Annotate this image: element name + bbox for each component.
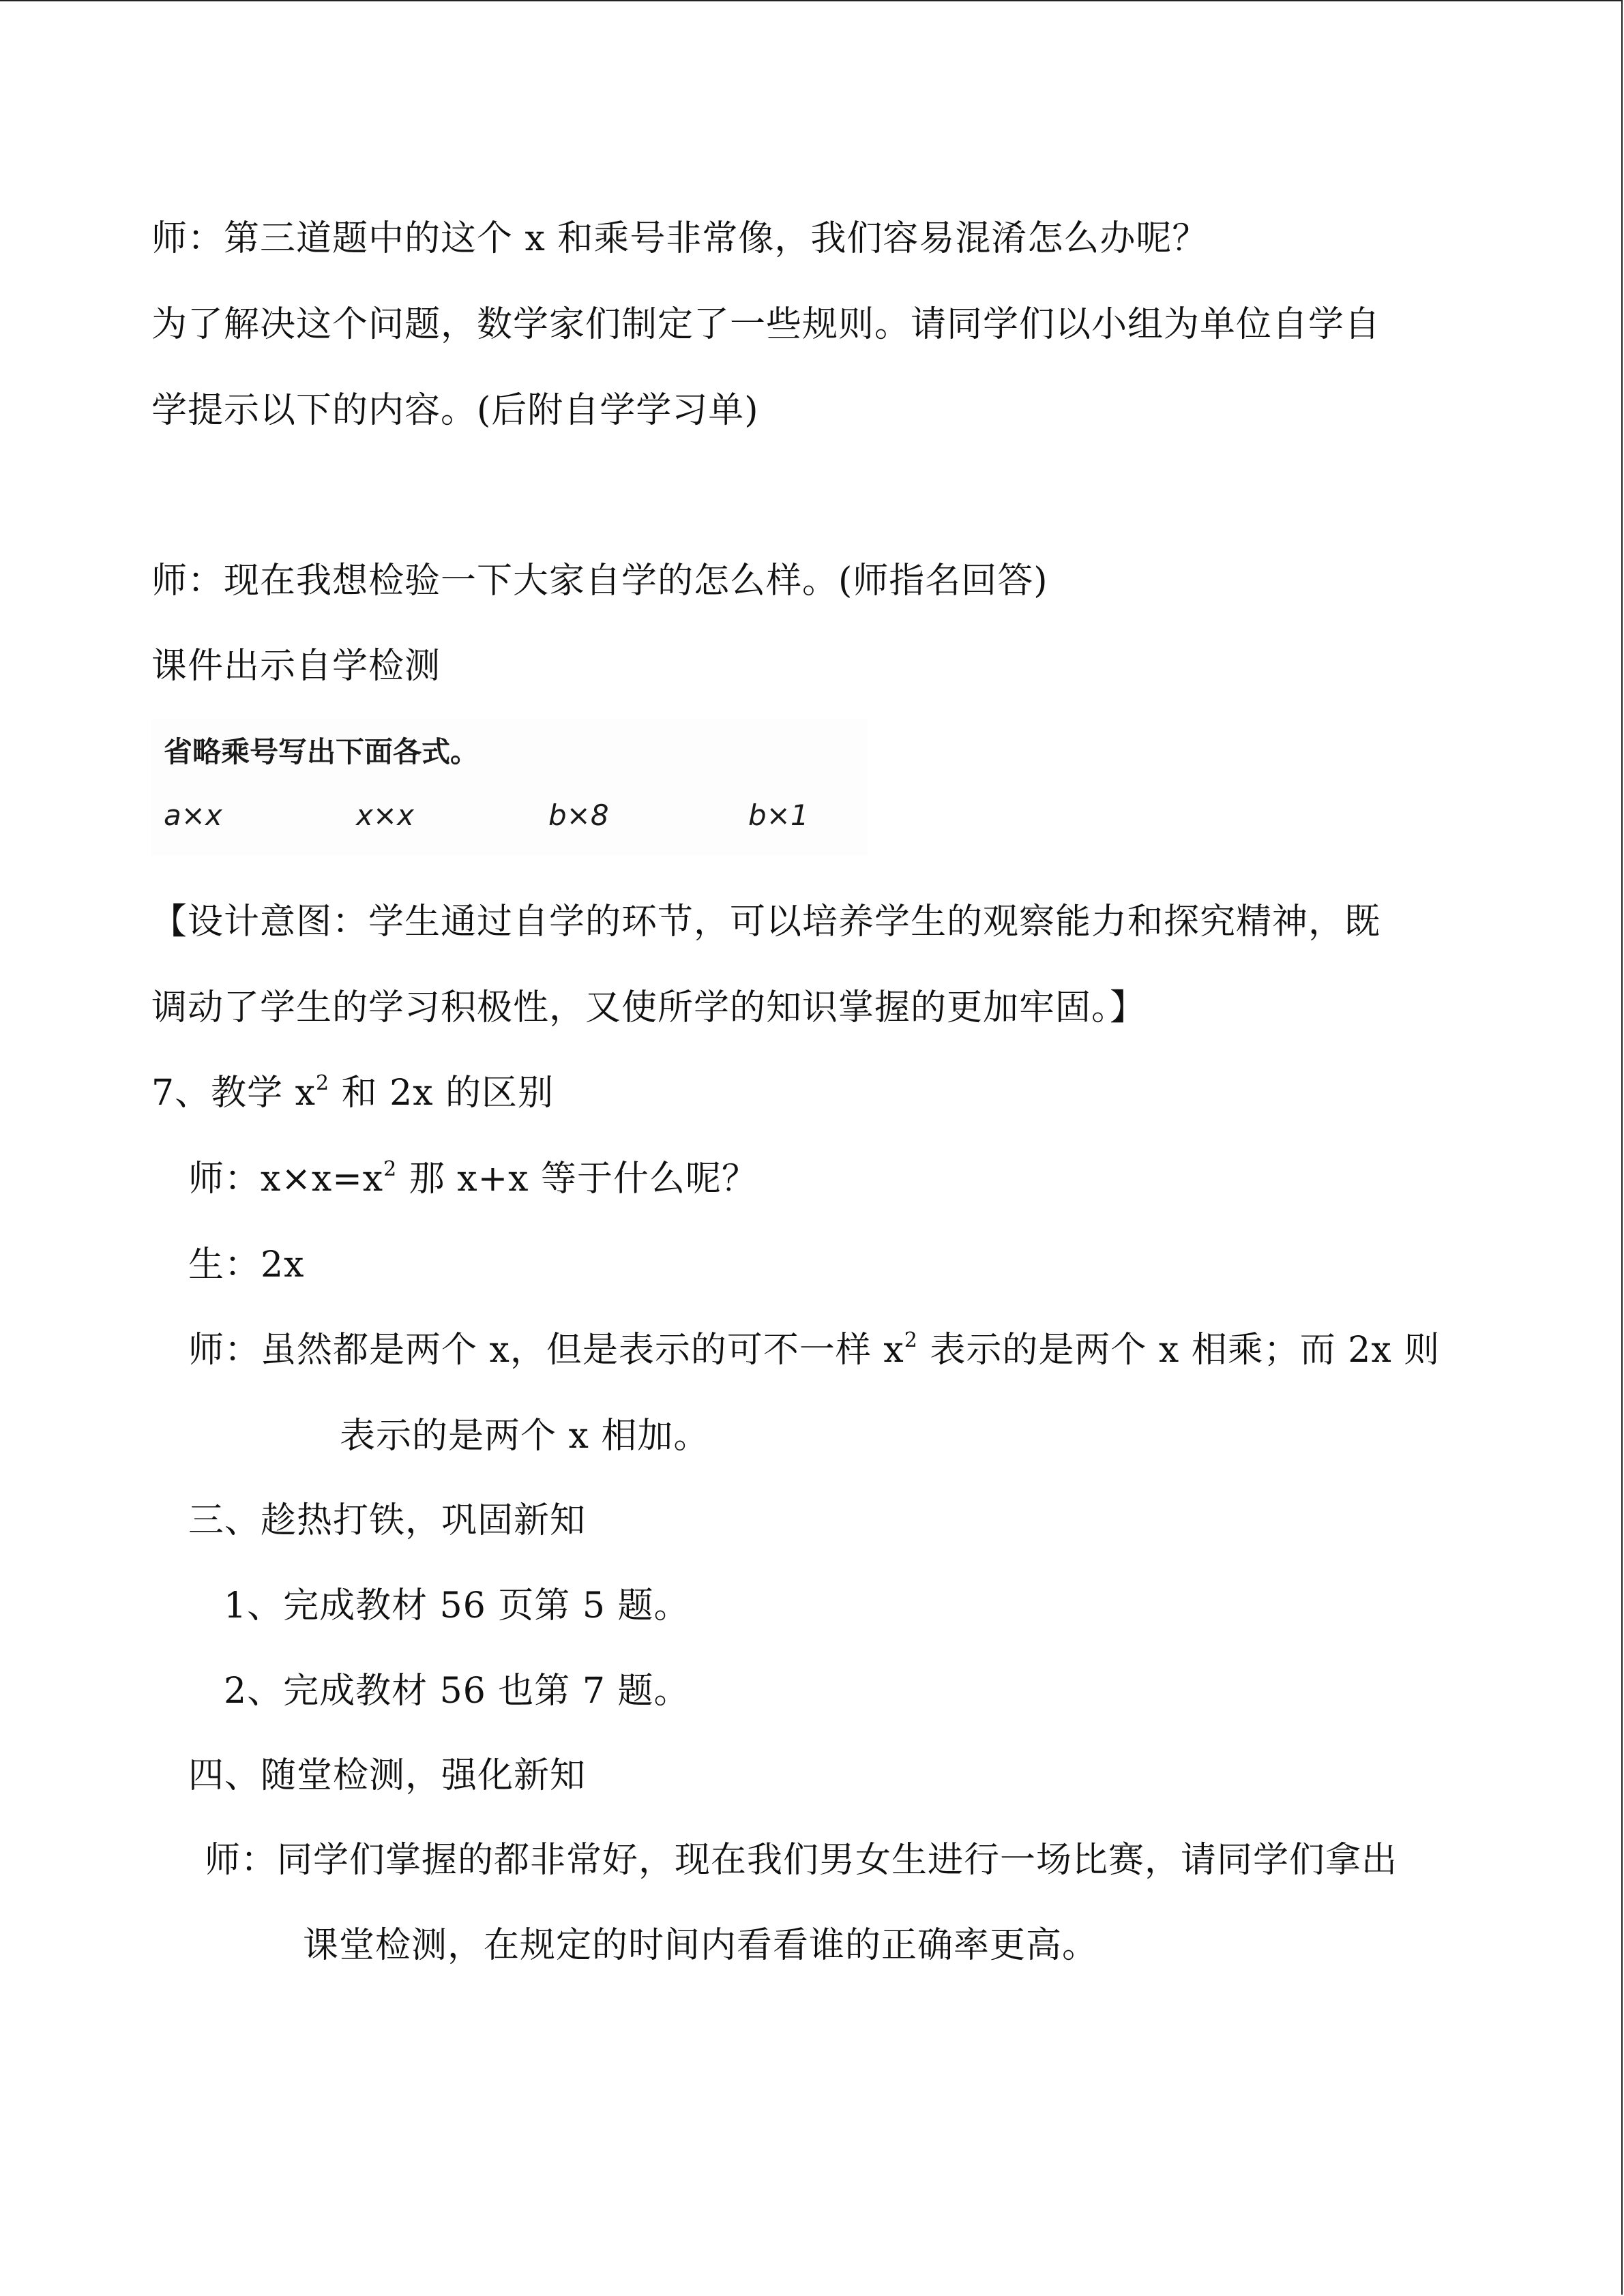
expression-1: a×x: [164, 799, 222, 832]
design-intent-line-2: 调动了学生的学习积极性，又使所学的知识掌握的更加牢固。】: [151, 987, 1147, 1028]
paragraph-line-2: 学提示以下的内容。(后附自学学习单): [151, 390, 759, 431]
section4-heading: 四、随堂检测，强化新知: [188, 1755, 587, 1796]
paragraph-line-1: 为了解决这个问题，数学家们制定了一些规则。请同学们以小组为单位自学自: [151, 304, 1381, 345]
teacher-explain-post: 表示的是两个 x 相乘；而 2x 则: [917, 1330, 1441, 1371]
superscript-2: 2: [383, 1157, 398, 1181]
teacher-explain-pre: 师：虽然都是两个 x，但是表示的可不一样 x: [188, 1330, 904, 1371]
section3-item-1: 1、完成教材 56 页第 5 题。: [224, 1585, 690, 1626]
section4-teacher-line-2: 课堂检测，在规定的时间内看看谁的正确率更高。: [303, 1925, 1099, 1966]
superscript-2: 2: [904, 1328, 918, 1352]
section7-heading-pre: 7、教学 x: [151, 1073, 316, 1114]
courseware-line: 课件出示自学检测: [151, 646, 441, 687]
exercise-image: [151, 719, 868, 856]
student-answer: 生：2x: [188, 1244, 305, 1285]
expression-4: b×1: [748, 799, 809, 832]
teacher-question-line: 师：第三道题中的这个 x 和乘号非常像，我们容易混淆怎么办呢？: [151, 218, 1209, 259]
teacher-line-xx-post: 那 x+x 等于什么呢？: [397, 1159, 758, 1199]
section4-teacher-line-1: 师：同学们掌握的都非常好，现在我们男女生进行一场比赛，请同学们拿出: [205, 1840, 1398, 1881]
teacher-check-line: 师：现在我想检验一下大家自学的怎么样。(师指名回答): [151, 561, 1048, 601]
expression-3: b×8: [548, 799, 609, 832]
exercise-title: 省略乘号写出下面各式。: [164, 735, 479, 769]
section7-heading: [151, 1071, 554, 1115]
superscript-2: 2: [315, 1071, 330, 1095]
teacher-explain-line-2: 表示的是两个 x 相加。: [340, 1416, 710, 1457]
teacher-line-xx: [188, 1157, 758, 1201]
design-intent-line-1: 【设计意图：学生通过自学的环节，可以培养学生的观察能力和探究精神，既: [151, 901, 1381, 942]
section3-heading: 三、趁热打铁，巩固新知: [188, 1500, 587, 1541]
expression-2: x×x: [356, 799, 414, 832]
section7-heading-post: 和 2x 的区别: [329, 1073, 555, 1114]
teacher-line-xx-pre: 师：x×x=x: [188, 1159, 384, 1199]
teacher-explain-line-1: [188, 1328, 1440, 1372]
section3-item-2: 2、完成教材 56 也第 7 题。: [224, 1671, 690, 1712]
